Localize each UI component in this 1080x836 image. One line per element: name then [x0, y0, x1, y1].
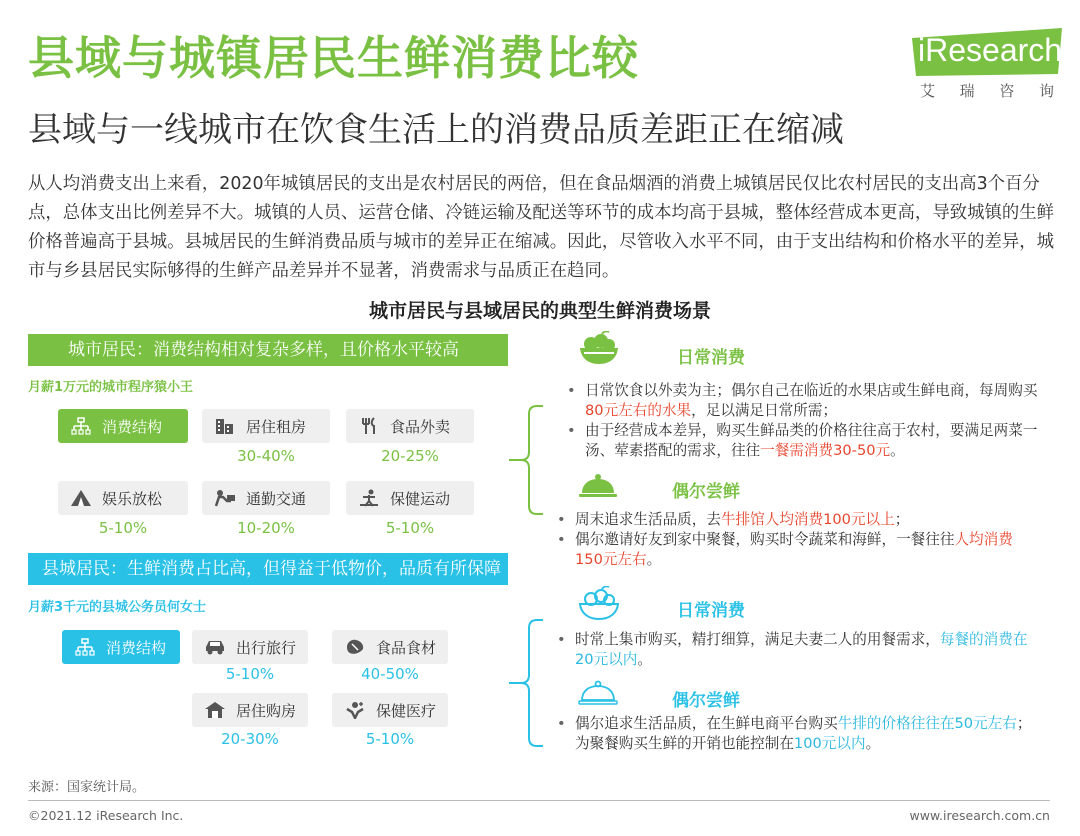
city-item-fitness-pct: 5-10% — [385, 519, 435, 537]
county-banner: 县城居民：生鲜消费占比高，但得益于低物价，品质有所保障 — [28, 553, 508, 585]
intro-paragraph: 从人均消费支出上来看，2020年城镇居民的支出是农村居民的两倍，但在食品烟酒的消费上城镇居民仅比农村居民的支出高3个百分点，总体支出比例差异不大。城镇的人员、运营仓储、冷链运输及配送等环节的成本均高于县城，整体经营成本更高，导致城镇的生鲜价格普遍高于县城。县城居民的生鲜消费品质与城市的差异正在缩减。因此，尽管收入水平不同，由于支出结构和价格水平的差异，城市与乡县居民实际够得的生鲜产品差异并不显著，消费需求与品质正在趋同。 — [28, 174, 1055, 281]
city-occasional-title: 偶尔尝鲜 — [672, 482, 740, 502]
city-item-housing: 居住租房 — [202, 409, 330, 443]
county-item-food-pct: 40-50% — [361, 665, 419, 683]
footer-divider — [28, 800, 1050, 801]
county-brace — [505, 618, 545, 748]
bullet-item: • 时常上集市购买，精打细算，满足夫妻二人的用餐需求，每餐的消费在20元以内。 — [555, 630, 1045, 670]
city-item-entertainment: 娱乐放松 — [58, 481, 188, 515]
structure-icon — [68, 417, 94, 435]
county-structure-chip: 消费结构 — [62, 630, 180, 664]
fruit-bowl-outline-icon — [578, 586, 620, 622]
fork-knife-icon — [356, 417, 382, 435]
fruit-bowl-icon — [578, 331, 620, 367]
bullet-item: • 偶尔追求生活品质，在生鲜电商平台购买牛排的价格往往在50元左右；为聚餐购买生鲜的开销也能控制在100元以内。 — [555, 714, 1045, 754]
copyright: ©2021.12 iResearch Inc. — [28, 808, 184, 823]
page-subtitle: 县域与一线城市在饮食生活上的消费品质差距正在缩减 — [28, 110, 844, 150]
section-title: 城市居民与县域居民的典型生鲜消费场景 — [368, 300, 711, 322]
county-item-food: 食品食材 — [332, 630, 448, 664]
logo-text: iResearch — [918, 32, 1063, 68]
fitness-icon — [356, 489, 382, 507]
city-persona: 月薪1万元的城市程序猿小王 — [28, 380, 194, 395]
iresearch-logo — [912, 28, 1062, 102]
bullet-item: • 日常饮食以外卖为主；偶尔自己在临近的水果店或生鲜电商，每周购买80元左右的水果，足以满足日常所需； — [565, 381, 1055, 421]
city-occasional-bullets — [555, 510, 1035, 570]
cloche-icon — [578, 473, 618, 499]
car-icon — [202, 638, 228, 656]
county-daily-title: 日常消费 — [677, 601, 745, 621]
county-item-housing: 居住购房 — [192, 693, 308, 727]
food-icon — [342, 638, 368, 656]
page-title: 县域与城镇居民生鲜消费比较 — [28, 31, 639, 85]
city-item-takeout-pct: 20-25% — [381, 447, 439, 465]
structure-icon — [72, 638, 98, 656]
county-item-housing-pct: 20-30% — [221, 730, 279, 748]
city-item-takeout: 食品外卖 — [346, 409, 474, 443]
county-item-health-pct: 5-10% — [365, 730, 415, 748]
city-banner: 城市居民：消费结构相对复杂多样，且价格水平较高 — [28, 334, 508, 366]
bullet-item: • 周末追求生活品质，去牛排馆人均消费100元以上； — [555, 510, 1035, 530]
city-structure-chip: 消费结构 — [58, 409, 188, 443]
city-brace — [505, 404, 545, 516]
cloche-outline-icon — [578, 680, 618, 706]
county-occasional-title: 偶尔尝鲜 — [672, 691, 740, 711]
county-item-travel: 出行旅行 — [192, 630, 308, 664]
website: www.iresearch.com.cn — [909, 808, 1050, 823]
city-daily-bullets — [565, 381, 1055, 461]
city-item-housing-pct: 30-40% — [237, 447, 295, 465]
tent-icon — [68, 489, 94, 507]
city-item-fitness: 保健运动 — [346, 481, 474, 515]
city-item-commute-pct: 10-20% — [237, 519, 295, 537]
bullet-item: • 偶尔邀请好友到家中聚餐，购买时令蔬菜和海鲜，一餐往往人均消费150元左右。 — [555, 530, 1035, 570]
city-daily-title: 日常消费 — [677, 348, 745, 368]
logo-cn: 艾 瑞 咨 询 — [920, 82, 1054, 100]
bullet-item: • 由于经营成本差异，购买生鲜品类的价格往往高于农村，要满足两菜一汤、荤素搭配的需求，往往一餐需消费30-50元。 — [565, 421, 1055, 461]
county-persona: 月薪3千元的县城公务员何女士 — [28, 600, 207, 615]
county-item-health: 保健医疗 — [332, 693, 448, 727]
commute-icon — [212, 489, 238, 507]
source-note: 来源：国家统计局。 — [28, 780, 146, 795]
city-item-commute: 通勤交通 — [202, 481, 330, 515]
medical-icon — [342, 701, 368, 719]
city-item-entertainment-pct: 5-10% — [98, 519, 148, 537]
house-icon — [202, 701, 228, 719]
county-item-travel-pct: 5-10% — [225, 665, 275, 683]
county-occasional-bullets — [555, 714, 1045, 754]
county-daily-bullets — [555, 630, 1045, 670]
building-icon — [212, 417, 238, 435]
